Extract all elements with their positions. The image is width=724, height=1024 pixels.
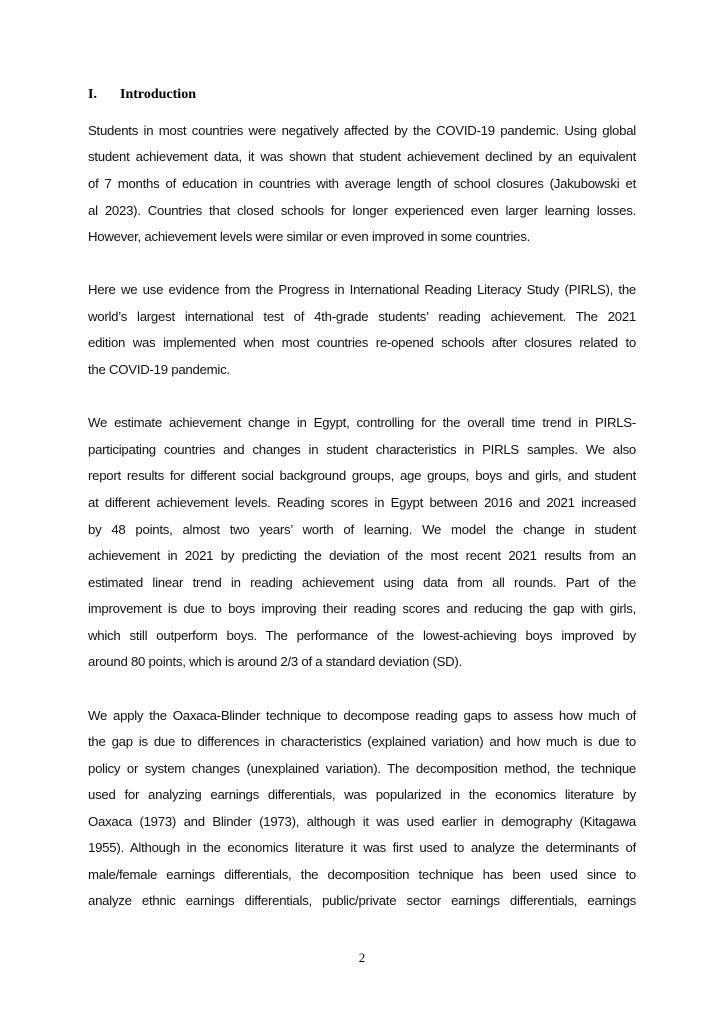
text-line: improvement is due to boys improving their reading scores and reducing the gap with girls, — [88, 601, 636, 616]
text-line: male/female earnings differentials, the decomposition technique has been used since to — [88, 867, 636, 882]
section-number: I. — [88, 87, 97, 102]
text-line: achievement in 2021 by predicting the deviation of the most recent 2021 results from an — [88, 548, 636, 563]
text-line: policy or system changes (unexplained variation). The decomposition method, the technique — [88, 761, 636, 776]
text-line: We estimate achievement change in Egypt, controlling for the overall time trend in PIRLS- — [88, 415, 636, 430]
text-line: We apply the Oaxaca-Blinder technique to decompose reading gaps to assess how much of — [88, 708, 636, 723]
text-line: Oaxaca (1973) and Blinder (1973), although it was used earlier in demography (Kitagawa — [88, 814, 636, 829]
section-title: Introduction — [120, 87, 196, 102]
text-line: participating countries and changes in student characteristics in PIRLS samples. We also — [88, 442, 636, 457]
text-line: the gap is due to differences in characteristics (explained variation) and how much is due to — [88, 734, 636, 749]
page-number: 2 — [358, 950, 366, 965]
text-line: used for analyzing earnings differentials, was popularized in the economics literature by — [88, 787, 636, 802]
text-line: estimated linear trend in reading achievement using data from all rounds. Part of the — [88, 575, 636, 590]
text-line: 1955). Although in the economics literature it was first used to analyze the determinants of — [88, 840, 636, 855]
text-line: the COVID-19 pandemic. — [88, 362, 230, 377]
text-line: Here we use evidence from the Progress in International Reading Literacy Study (PIRLS), the — [88, 282, 636, 297]
text-line: world’s largest international test of 4th-grade students’ reading achievement. The 2021 — [88, 309, 636, 324]
text-line: by 48 points, almost two years’ worth of learning. We model the change in student — [88, 522, 636, 537]
text-line: analyze ethnic earnings differentials, public/private sector earnings differentials, earnings — [88, 893, 636, 908]
text-line: of 7 months of education in countries with average length of school closures (Jakubowski et — [88, 176, 636, 191]
text-line: at different achievement levels. Reading scores in Egypt between 2016 and 2021 increased — [88, 495, 636, 510]
text-line: around 80 points, which is around 2/3 of a standard deviation (SD). — [88, 654, 462, 669]
section-heading — [88, 87, 196, 103]
text-line: Students in most countries were negatively affected by the COVID-19 pandemic. Using global — [88, 123, 636, 138]
text-line: student achievement data, it was shown that student achievement declined by an equivalent — [88, 149, 636, 164]
text-line: which still outperform boys. The performance of the lowest-achieving boys improved by — [88, 628, 636, 643]
text-line: edition was implemented when most countries re-opened schools after closures related to — [88, 335, 636, 350]
text-line: report results for different social background groups, age groups, boys and girls, and student — [88, 468, 636, 483]
text-line: However, achievement levels were similar or even improved in some countries. — [88, 229, 531, 244]
text-line: al 2023). Countries that closed schools for longer experienced even larger learning losses. — [88, 203, 636, 218]
